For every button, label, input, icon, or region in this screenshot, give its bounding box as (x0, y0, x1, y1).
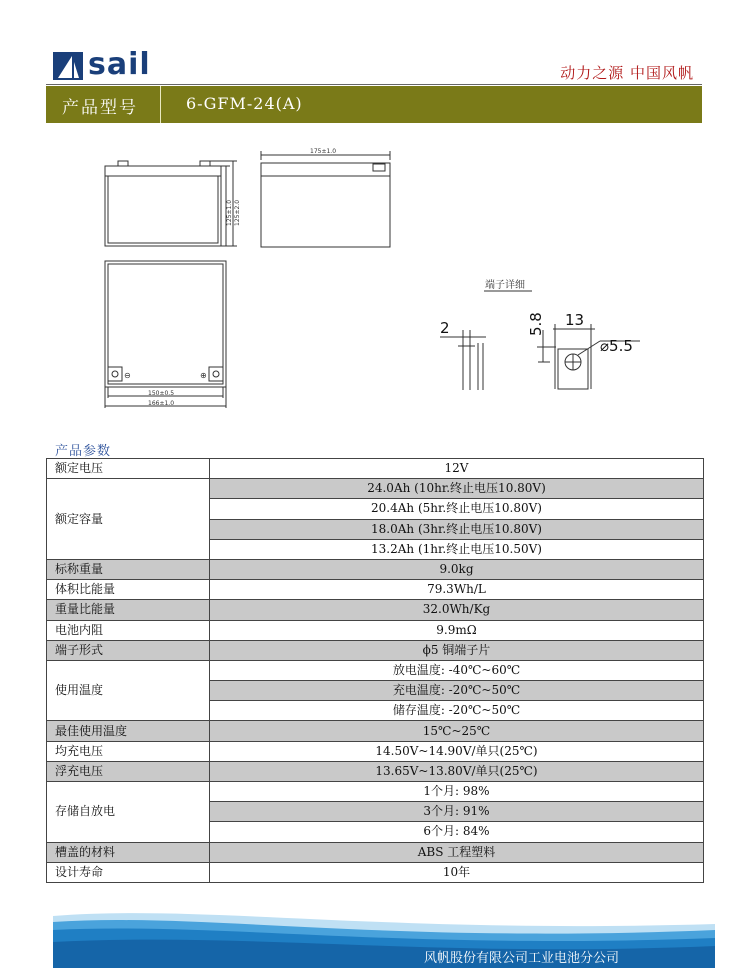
model-bar (46, 86, 702, 123)
table-row (47, 761, 704, 781)
dim-height-1: 125±1.0 (226, 199, 233, 226)
slogan: 动力之源 中国风帆 (560, 64, 694, 82)
mass-energy-value: 32.0Wh/Kg (210, 600, 704, 620)
self-discharge-3m: 3个月: 91% (210, 802, 704, 822)
header-divider (46, 84, 702, 85)
dim-top-length: 175±1.0 (310, 148, 337, 155)
dim-width-outer: 166±1.0 (148, 400, 175, 407)
table-row (47, 741, 704, 761)
side-view (261, 148, 390, 247)
table-row (47, 559, 704, 579)
mass-energy-label: 重量比能量 (47, 600, 210, 620)
top-view (105, 261, 226, 408)
resistance-label: 电池内阻 (47, 620, 210, 640)
equalize-label: 均充电压 (47, 741, 210, 761)
self-discharge-label: 存储自放电 (47, 782, 210, 843)
capacity-1hr: 13.2Ah (1hr.终止电压10.50V) (210, 539, 704, 559)
terminal-height: 5.8 (527, 312, 545, 336)
weight-label: 标称重量 (47, 559, 210, 579)
resistance-value: 9.9mΩ (210, 620, 704, 640)
dim-height-2: 125±2.0 (234, 199, 241, 226)
logo-text: sail (88, 47, 151, 82)
rated-voltage-label: 额定电压 (47, 459, 210, 479)
vol-energy-value: 79.3Wh/L (210, 580, 704, 600)
equalize-value: 14.50V~14.90V/单只(25℃) (210, 741, 704, 761)
material-value: ABS 工程塑料 (210, 842, 704, 862)
material-label: 槽盖的材料 (47, 842, 210, 862)
model-label: 产品型号 (62, 98, 138, 118)
weight-value: 9.0kg (210, 559, 704, 579)
table-row (47, 640, 704, 660)
table-row (47, 580, 704, 600)
front-view (105, 161, 241, 246)
capacity-5hr: 20.4Ah (5hr.终止电压10.80V) (210, 499, 704, 519)
svg-text:⊕: ⊕ (200, 371, 207, 380)
float-label: 浮充电压 (47, 761, 210, 781)
temp-label: 使用温度 (47, 660, 210, 721)
terminal-thickness: 2 (440, 319, 450, 337)
dim-width-inner: 150±0.5 (148, 390, 175, 397)
table-row (47, 721, 704, 741)
vol-energy-label: 体积比能量 (47, 580, 210, 600)
temp-discharge: 放电温度: -40℃~60℃ (210, 660, 704, 680)
table-row (47, 660, 704, 680)
table-row (47, 862, 704, 882)
model-separator (160, 86, 161, 123)
spec-table (46, 458, 704, 883)
terminal-label: 端子形式 (47, 640, 210, 660)
rated-voltage-value: 12V (210, 459, 704, 479)
svg-text:⊖: ⊖ (124, 371, 131, 380)
terminal-detail (440, 278, 640, 390)
table-row (47, 620, 704, 640)
life-value: 10年 (210, 862, 704, 882)
capacity-10hr: 24.0Ah (10hr.终止电压10.80V) (210, 479, 704, 499)
table-row (47, 459, 704, 479)
params-title: 产品参数 (55, 444, 112, 459)
float-value: 13.65V~13.80V/单只(25℃) (210, 761, 704, 781)
table-row (47, 479, 704, 499)
model-value: 6-GFM-24(A) (186, 94, 303, 113)
best-temp-value: 15℃~25℃ (210, 721, 704, 741)
company-name: 风帆股份有限公司工业电池分公司 (424, 951, 620, 966)
table-row (47, 782, 704, 802)
life-label: 设计寿命 (47, 862, 210, 882)
table-row (47, 842, 704, 862)
temp-storage: 储存温度: -20℃~50℃ (210, 701, 704, 721)
rated-capacity-label: 额定容量 (47, 479, 210, 560)
table-row (47, 600, 704, 620)
terminal-value: ϕ5 铜端子片 (210, 640, 704, 660)
terminal-detail-label: 端子详细 (485, 280, 525, 291)
capacity-3hr: 18.0Ah (3hr.终止电压10.80V) (210, 519, 704, 539)
battery-drawing (0, 130, 750, 430)
terminal-hole: ⌀5.5 (600, 337, 633, 355)
temp-charge: 充电温度: -20℃~50℃ (210, 681, 704, 701)
self-discharge-1m: 1个月: 98% (210, 782, 704, 802)
best-temp-label: 最佳使用温度 (47, 721, 210, 741)
self-discharge-6m: 6个月: 84% (210, 822, 704, 842)
terminal-width: 13 (565, 311, 585, 329)
